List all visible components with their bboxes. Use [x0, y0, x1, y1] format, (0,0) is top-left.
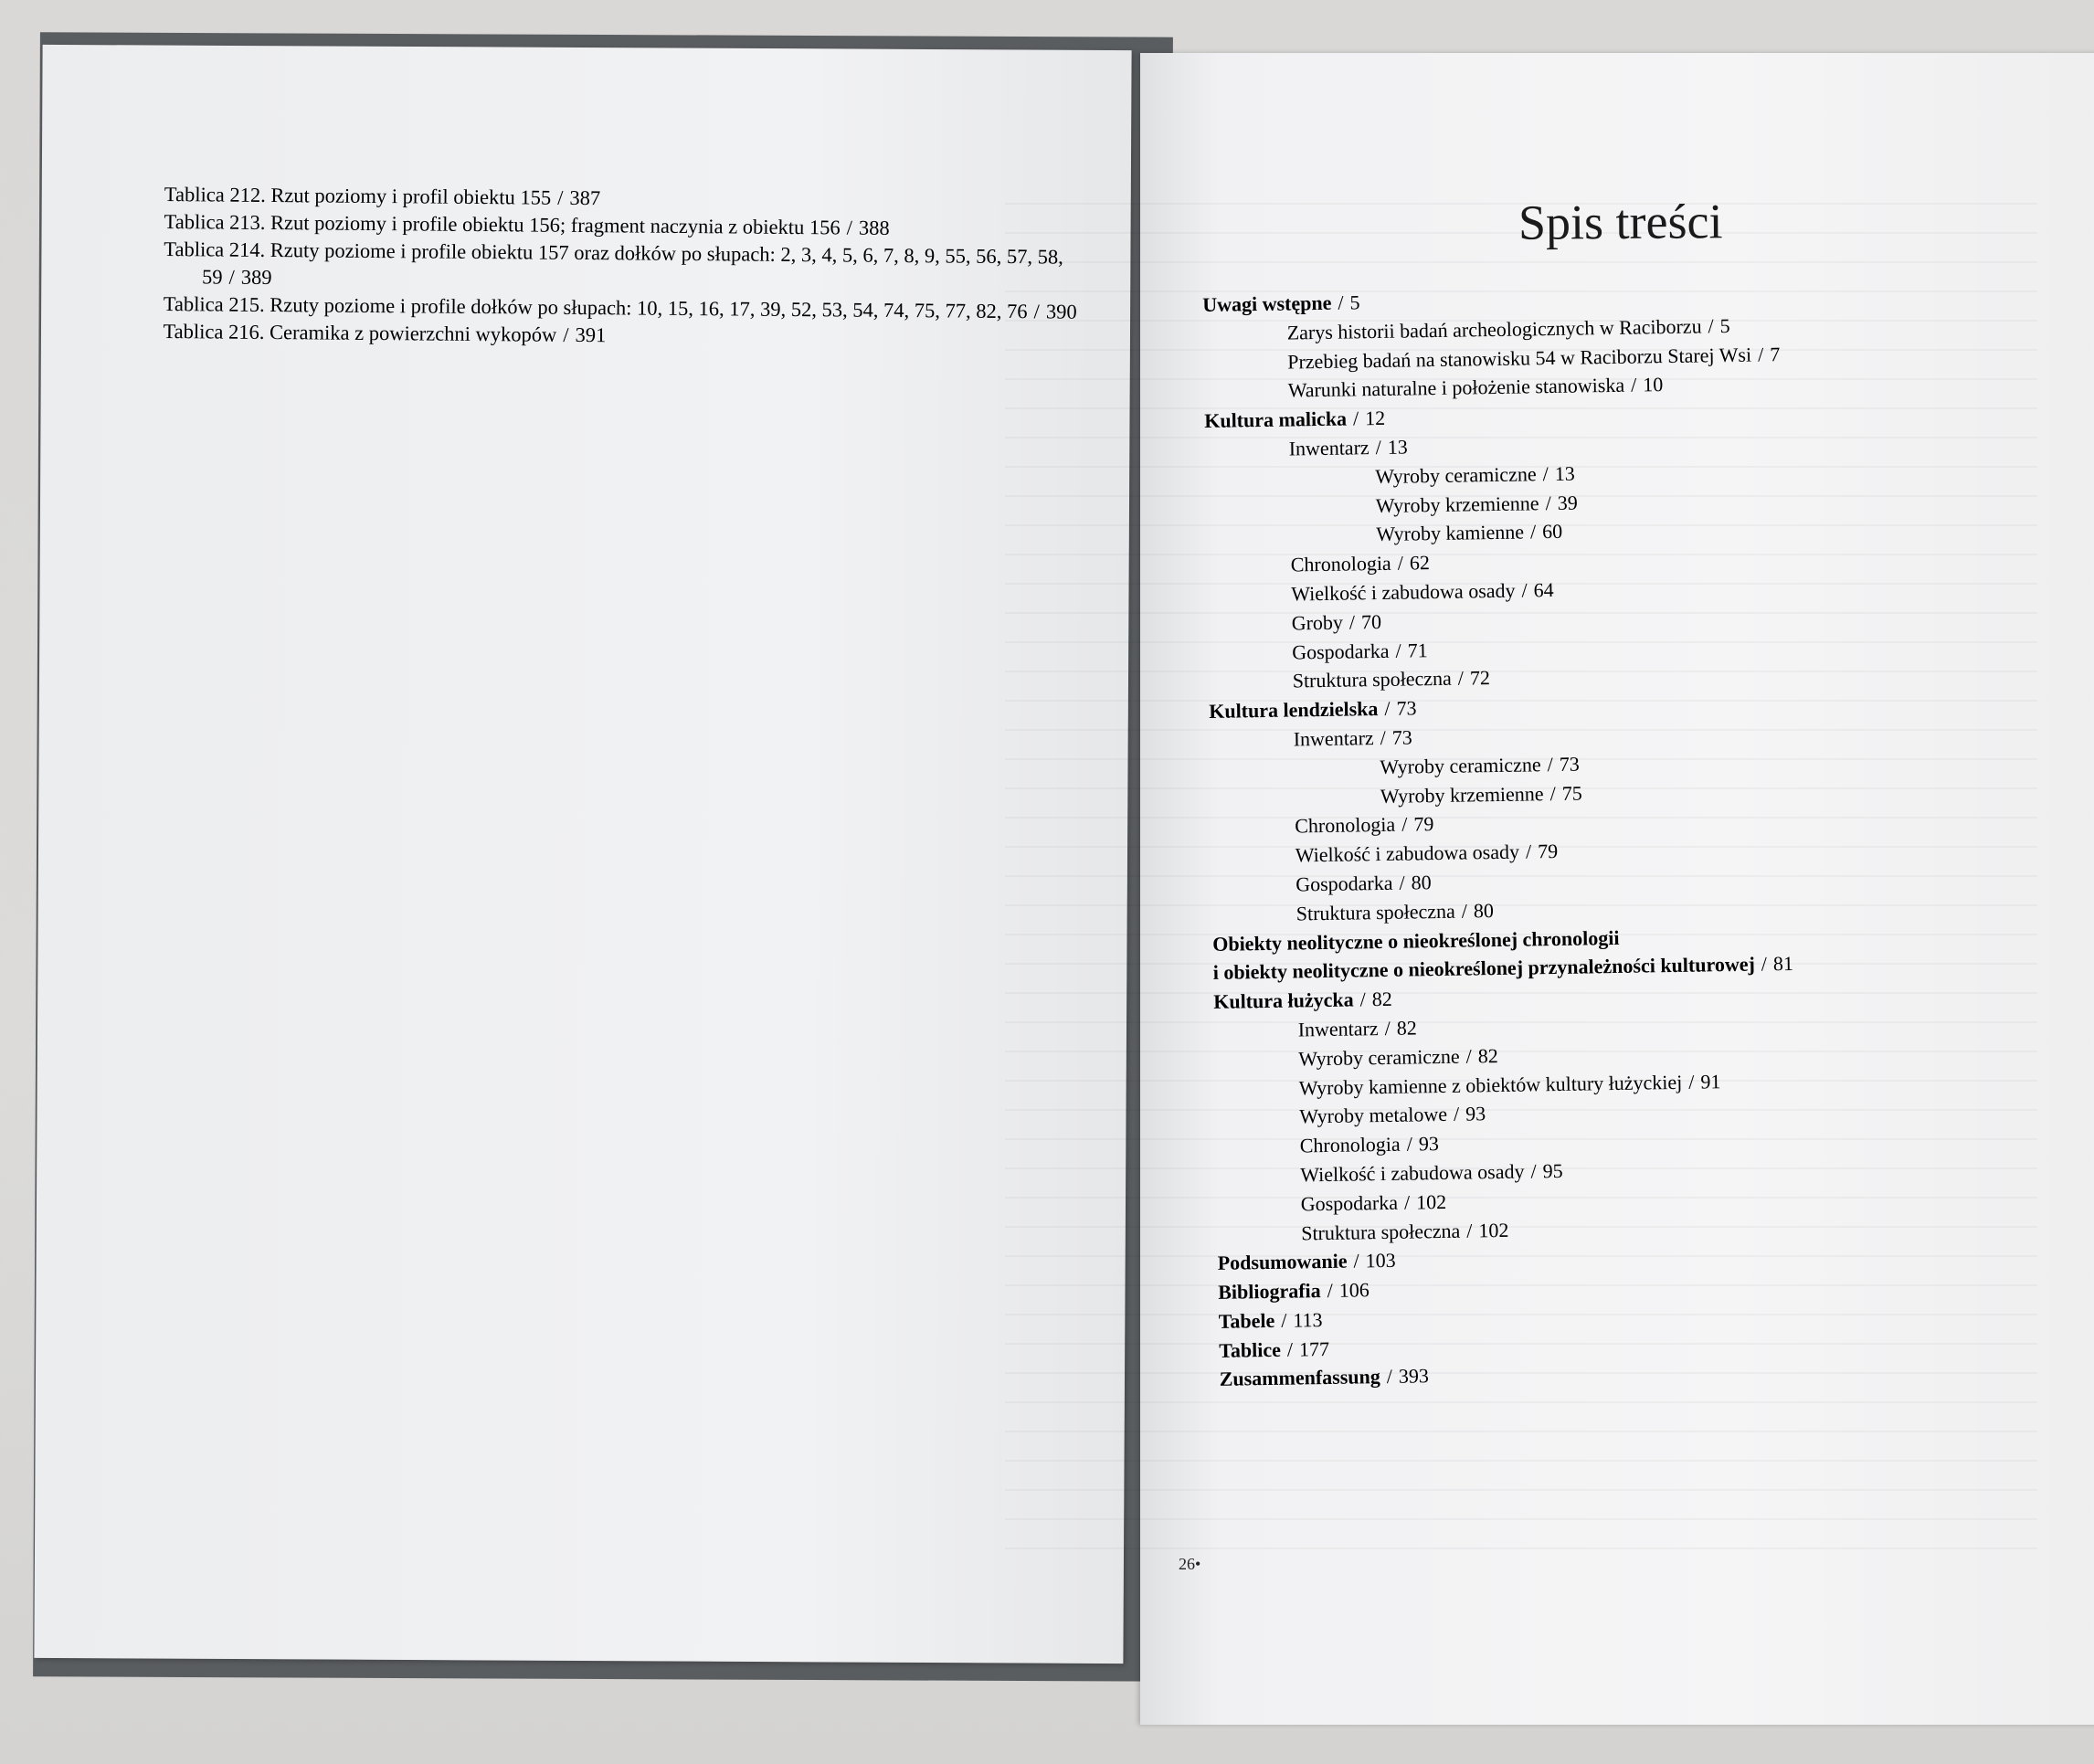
separator: / — [1375, 435, 1381, 459]
separator: / — [1327, 1278, 1333, 1303]
toc-entry-label: Struktura społeczna — [1296, 899, 1456, 925]
toc-entry-page: 81 — [1772, 952, 1794, 976]
plate-page-number: 389 — [240, 265, 272, 290]
toc-entry-label: Wyroby kamienne — [1376, 520, 1525, 546]
toc-entry-label: Uwagi wstępne — [1202, 290, 1332, 316]
separator: / — [563, 322, 569, 346]
toc-entry-label: Wielkość i zabudowa osady — [1295, 840, 1520, 867]
toc-entry-label: Inwentarz — [1293, 726, 1374, 751]
toc-entry-label: Wyroby metalowe — [1299, 1103, 1448, 1128]
toc-entry-page: 106 — [1338, 1278, 1370, 1302]
separator: / — [1757, 342, 1764, 366]
separator: / — [1348, 610, 1356, 634]
separator: / — [1384, 696, 1391, 721]
toc-entry-label: Gospodarka — [1300, 1190, 1399, 1216]
plate-page-number: 391 — [575, 322, 607, 347]
toc-entry-page: 13 — [1387, 435, 1408, 459]
separator: / — [1380, 725, 1386, 749]
toc-entry-page: 80 — [1473, 898, 1495, 923]
separator: / — [1353, 1249, 1359, 1273]
toc-entry-label: Warunki naturalne i położenie stanowiska — [1287, 374, 1625, 402]
separator: / — [1453, 1103, 1460, 1126]
toc-entry-label: Kultura malicka — [1204, 407, 1348, 433]
toc-entry-page: 113 — [1293, 1307, 1323, 1332]
plate-entry-text: Tablica 214. Rzuty poziome i profile obiektu 157 oraz dołków po słupach: 2, 3, 4, 5, 6, 7, 8, 9, 55, 56, 57, 58, 59 — [164, 237, 1063, 289]
toc-entry-label: Tabele — [1218, 1308, 1275, 1333]
separator: / — [1465, 1044, 1472, 1068]
toc-entry-page: 102 — [1415, 1189, 1447, 1214]
toc-entry-label: Wyroby ceramiczne — [1380, 752, 1541, 778]
plate-entry-text: Tablica 216. Ceramika z powierzchni wykopów — [163, 319, 557, 346]
plate-entry-text: Tablica 212. Rzut poziomy i profil obiektu 155 — [164, 182, 552, 209]
table-of-contents — [1202, 279, 1969, 1394]
toc-entry-page: 7 — [1770, 342, 1781, 365]
separator: / — [1338, 290, 1344, 314]
toc-entry-page: 12 — [1364, 407, 1386, 430]
toc-entry-label: Przebieg badań na stanowisku 54 w Raciborzu Starej Wsi — [1287, 343, 1752, 374]
plate-entry — [164, 236, 1077, 299]
separator: / — [1630, 373, 1637, 397]
separator: / — [1466, 1218, 1473, 1242]
separator: / — [1529, 520, 1537, 544]
toc-entry-page: 93 — [1465, 1102, 1486, 1125]
separator: / — [1542, 461, 1549, 485]
toc-entry-page: 60 — [1541, 520, 1563, 544]
toc-entry-page: 82 — [1371, 987, 1392, 1011]
separator: / — [1386, 1365, 1393, 1389]
toc-entry-page: 177 — [1298, 1336, 1330, 1361]
toc-entry-label: Chronologia — [1290, 551, 1391, 576]
separator: / — [1384, 1016, 1391, 1040]
plate-page-number: 387 — [569, 185, 601, 210]
separator: / — [1286, 1337, 1294, 1361]
toc-entry-page: 73 — [1396, 696, 1417, 720]
separator: / — [1352, 407, 1359, 430]
toc-entry-page: 72 — [1469, 666, 1491, 690]
separator: / — [846, 216, 853, 239]
toc-entry-label: Bibliografia — [1218, 1279, 1321, 1304]
separator: / — [1401, 812, 1408, 836]
list-of-plates — [163, 181, 1078, 354]
toc-entry-page: 79 — [1537, 840, 1559, 863]
toc-entry-label: Obiekty neolityczne o nieokreślonej chronologii — [1212, 925, 1620, 956]
toc-entry-label: Zarys historii badań archeologicznych w Raciborzu — [1286, 314, 1702, 344]
toc-entry-page: 91 — [1700, 1069, 1721, 1093]
toc-entry-page: 82 — [1396, 1016, 1417, 1040]
toc-entry-label: Wyroby krzemienne — [1375, 491, 1539, 517]
separator: / — [1406, 1132, 1413, 1156]
toc-entry-page: 64 — [1533, 577, 1554, 602]
separator: / — [1547, 752, 1553, 776]
separator: / — [228, 265, 235, 289]
toc-entry-label: Groby — [1291, 610, 1344, 635]
toc-entry-page: 71 — [1407, 638, 1428, 662]
toc-entry-page: 95 — [1542, 1158, 1563, 1183]
toc-entry-page: 393 — [1398, 1364, 1430, 1389]
separator: / — [1688, 1070, 1695, 1093]
toc-entry-page: 5 — [1349, 290, 1360, 314]
separator: / — [1399, 871, 1405, 894]
toc-entry-label: Tablice — [1219, 1337, 1282, 1362]
toc-entry-page: 10 — [1643, 373, 1664, 396]
separator: / — [1530, 1159, 1537, 1183]
separator: / — [1521, 578, 1528, 602]
toc-entry-label: i obiekty neolityczne o nieokreślonej przynależności kulturowej — [1212, 952, 1756, 985]
toc-entry-page: 102 — [1478, 1218, 1509, 1241]
toc-entry-label: Wyroby krzemienne — [1380, 781, 1544, 808]
separator: / — [1395, 639, 1401, 662]
plate-page-number: 388 — [858, 216, 890, 239]
separator: / — [1549, 781, 1556, 805]
toc-entry-label: Wyroby ceramiczne — [1298, 1044, 1460, 1071]
separator: / — [1457, 666, 1465, 691]
separator: / — [1761, 952, 1768, 976]
toc-entry-label: Kultura lendzielska — [1209, 697, 1379, 724]
toc-entry-page: 70 — [1360, 609, 1382, 634]
toc-entry-page: 73 — [1391, 725, 1412, 749]
toc-entry-page: 62 — [1409, 551, 1431, 575]
toc-entry-label: Struktura społeczna — [1301, 1219, 1461, 1244]
toc-entry-page: 39 — [1557, 491, 1578, 514]
toc-entry-label: Podsumowanie — [1217, 1249, 1348, 1275]
toc-entry-page: 13 — [1554, 461, 1575, 485]
toc-entry-label: Zusammenfassung — [1219, 1365, 1380, 1391]
toc-entry-label: Inwentarz — [1297, 1016, 1379, 1041]
toc-entry-page: 75 — [1561, 781, 1582, 805]
toc-entry-label: Gospodarka — [1296, 871, 1393, 896]
toc-entry-page: 82 — [1477, 1043, 1498, 1068]
toc-entry-page: 79 — [1413, 812, 1434, 836]
toc-entry-label: Inwentarz — [1288, 436, 1370, 460]
separator: / — [1461, 899, 1468, 923]
toc-entry-label: Kultura łużycka — [1213, 988, 1354, 1014]
separator: / — [1708, 314, 1714, 338]
separator: / — [1033, 300, 1040, 323]
page-number: 26• — [1179, 1555, 1201, 1573]
toc-entry-page: 5 — [1719, 313, 1730, 337]
toc-entry-page: 103 — [1365, 1249, 1396, 1273]
toc-entry-page: 93 — [1418, 1132, 1440, 1156]
toc-entry-label: Chronologia — [1299, 1132, 1401, 1157]
separator: / — [1359, 988, 1366, 1011]
separator: / — [1403, 1190, 1411, 1214]
toc-entry-page: 80 — [1411, 871, 1432, 894]
separator: / — [557, 185, 564, 209]
toc-entry-label: Chronologia — [1295, 813, 1396, 838]
toc-entry-label: Wielkość i zabudowa osady — [1291, 578, 1516, 606]
page-title: Spis treści — [1518, 194, 1723, 250]
separator: / — [1545, 491, 1551, 514]
separator: / — [1397, 551, 1404, 575]
plate-entry-text: Tablica 215. Rzuty poziome i profile dołków po słupach: 10, 15, 16, 17, 39, 52, 53, 54, 74, 75, 77, 82, 76 — [163, 291, 1028, 323]
toc-entry-label: Struktura społeczna — [1292, 667, 1453, 692]
toc-entry-label: Wielkość i zabudowa osady — [1300, 1159, 1525, 1187]
separator: / — [1281, 1308, 1287, 1332]
plate-entry-text: Tablica 213. Rzut poziomy i profile obiektu 156; fragment naczynia z obiektu 156 — [164, 209, 841, 239]
toc-entry-label: Gospodarka — [1292, 639, 1390, 664]
toc-entry-label: Wyroby ceramiczne — [1375, 462, 1537, 488]
separator: / — [1525, 840, 1532, 863]
toc-entry-page: 73 — [1559, 752, 1580, 776]
plate-page-number: 390 — [1045, 300, 1077, 323]
toc-entry-label: Wyroby kamienne z obiektów kultury łużyckiej — [1298, 1070, 1683, 1099]
